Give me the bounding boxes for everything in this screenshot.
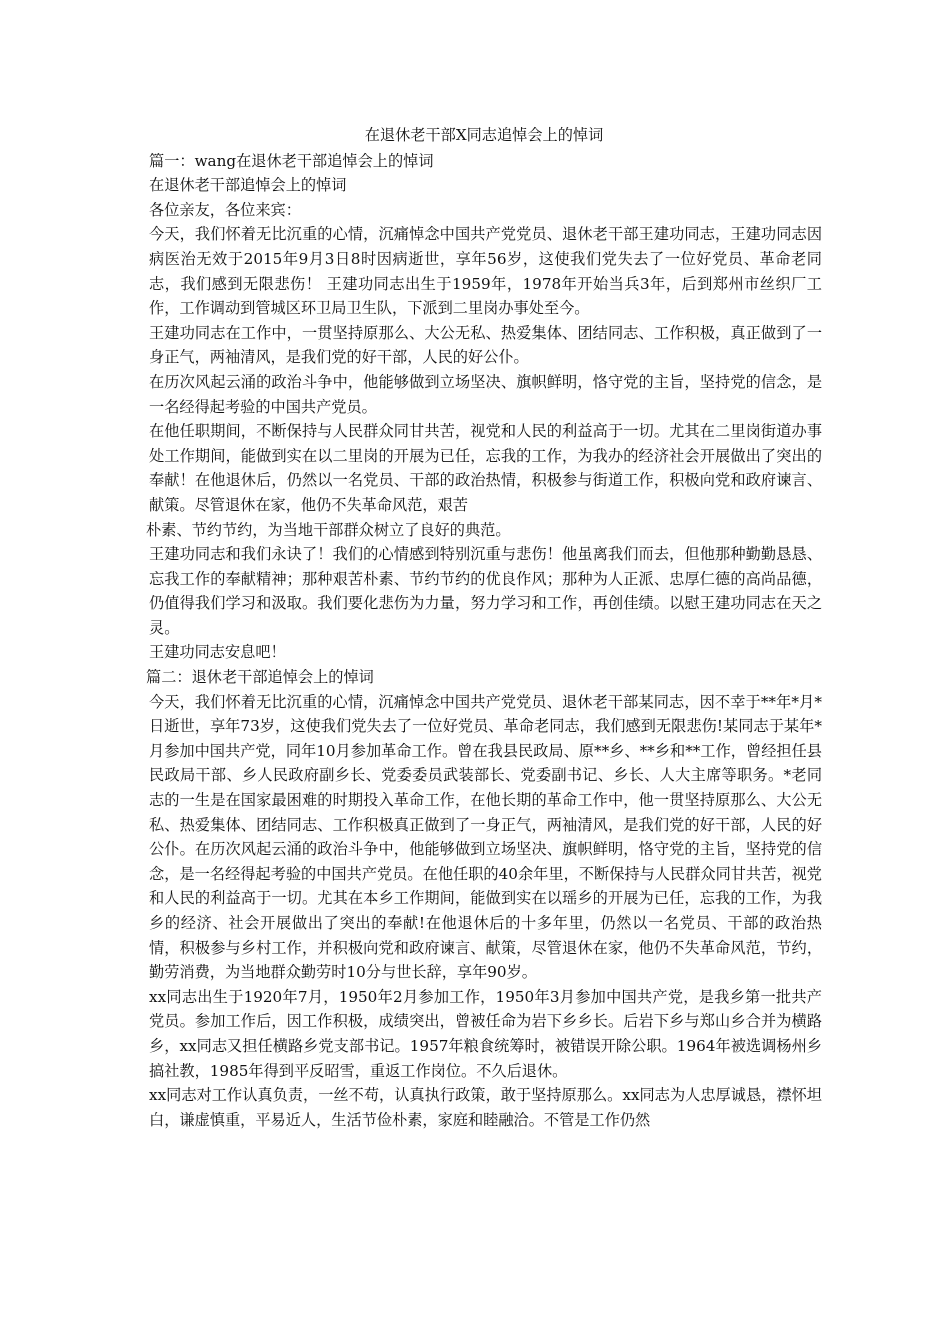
body-paragraph: 今天，我们怀着无比沉重的心情，沉痛悼念中国共产党党员、退休老干部王建功同志，王建功同志因病医治无效于2015年9月3日8时因病逝世，享年56岁，这使我们党失去了一位好党员、革命老同志，我们感到无限悲伤！ 王建功同志出生于1959年，1978年开始当兵3年，后到郑州市丝织厂工作，工作调动到管城区环卫局卫生队，下派到二里岗办事处至今。 — [149, 225, 822, 318]
salutation: 各位亲友，各位来宾： — [149, 200, 301, 219]
body-paragraph: xx同志出生于1920年7月，1950年2月参加工作，1950年3月参加中国共产党，是我乡第一批共产党员。参加工作后，因工作积极，成绩突出，曾被任命为岩下乡乡长。后岩下乡与郑山乡合并为横路乡，xx同志又担任横路乡党支部书记。1957年粮食统筹时，被错误开除公职。1964年被选调杨州乡搞社教，1985年得到平反昭雪，重返工作岗位。不久后退休。 — [149, 987, 822, 1080]
section-heading-2: 篇二：退休老干部追悼会上的悼词 — [146, 668, 374, 687]
body-paragraph: 朴素、节约节约，为当地干部群众树立了良好的典范。 — [146, 520, 511, 539]
closing-line: 王建功同志安息吧！ — [149, 643, 286, 662]
subheading: 在退休老干部追悼会上的悼词 — [149, 176, 347, 195]
body-paragraph: 在他任职期间，不断保持与人民群众同甘共苦，视党和人民的利益高于一切。尤其在二里岗街道办事处工作期间，能做到实在以二里岗的开展为已任，忘我的工作，为我办的经济社会开展做出了突出的奉献！在他退休后，仍然以一名党员、干部的政治热情，积极参与街道工作，积极向党和政府谏言、献策。尽管退休在家，他仍不失革命风范，艰苦 — [149, 422, 822, 514]
body-paragraph: 在历次风起云涌的政治斗争中，他能够做到立场坚决、旗帜鲜明，恪守党的主旨，坚持党的信念，是一名经得起考验的中国共产党员。 — [149, 372, 822, 416]
body-paragraph: 王建功同志和我们永诀了！我们的心情感到特别沉重与悲伤！他虽离我们而去，但他那种勤勤恳恳、忘我工作的奉献精神；那种艰苦朴素、节约节约的优良作风；那种为人正派、忠厚仁德的高尚品德，仍值得我们学习和汲取。我们要化悲伤为力量，努力学习和工作，再创佳绩。以慰王建功同志在天之灵。 — [149, 545, 822, 637]
body-paragraph: 今天，我们怀着无比沉重的心情，沉痛悼念中国共产党党员、退休老干部某同志，因不幸于**年*月*日逝世，享年73岁，这使我们党失去了一位好党员、革命老同志，我们感到无限悲伤!某同志于某年*月参加中国共产党，同年10月参加革命工作。曾在我县民政局、原**乡、**乡和**工作，曾经担任县民政局干部、乡人民政府副乡长、党委委员武装部长、党委副书记、乡长、人大主席等职务。*老同志的一生是在国家最困难的时期投入革命工作，在他长期的革命工作中，他一贯坚持原那么、大公无私、热爱集体、团结同志、工作积极真正做到了一身正气，两袖清风，是我们党的好干部，人民的好公仆。在历次风起云涌的政治斗争中，他能够做到立场坚决、旗帜鲜明，恪守党的主旨，坚持党的信念，是一名经得起考验的中国共产党员。在他任职的40余年里，不断保持与人民群众同甘共苦，视党和人民的利益高于一切。尤其在本乡工作期间，能做到实在以瑶乡的开展为已任，忘我的工作，为我乡的经济、社会开展做出了突出的奉献!在他退休后的十多年里，仍然以一名党员、干部的政治热情，积极参与乡村工作，并积极向党和政府谏言、献策，尽管退休在家，他仍不失革命风范，节约，勤劳消费，为当地群众勤劳时10分与世长辞，享年90岁。 — [149, 692, 822, 982]
document-page — [146, 123, 822, 1132]
body-paragraph: xx同志对工作认真负责，一丝不苟，认真执行政策，敢于坚持原那么。xx同志为人忠厚诚恳，襟怀坦白，谦虚慎重，平易近人，生活节俭朴素，家庭和睦融洽。不管是工作仍然 — [149, 1086, 822, 1129]
section-heading-1: 篇一：wang在退休老干部追悼会上的悼词 — [149, 151, 434, 170]
document-title: 在退休老干部X同志追悼会上的悼词 — [364, 126, 604, 144]
body-paragraph: 王建功同志在工作中，一贯坚持原那么、大公无私、热爱集体、团结同志、工作积极，真正做到了一身正气，两袖清风，是我们党的好干部，人民的好公仆。 — [149, 323, 822, 367]
